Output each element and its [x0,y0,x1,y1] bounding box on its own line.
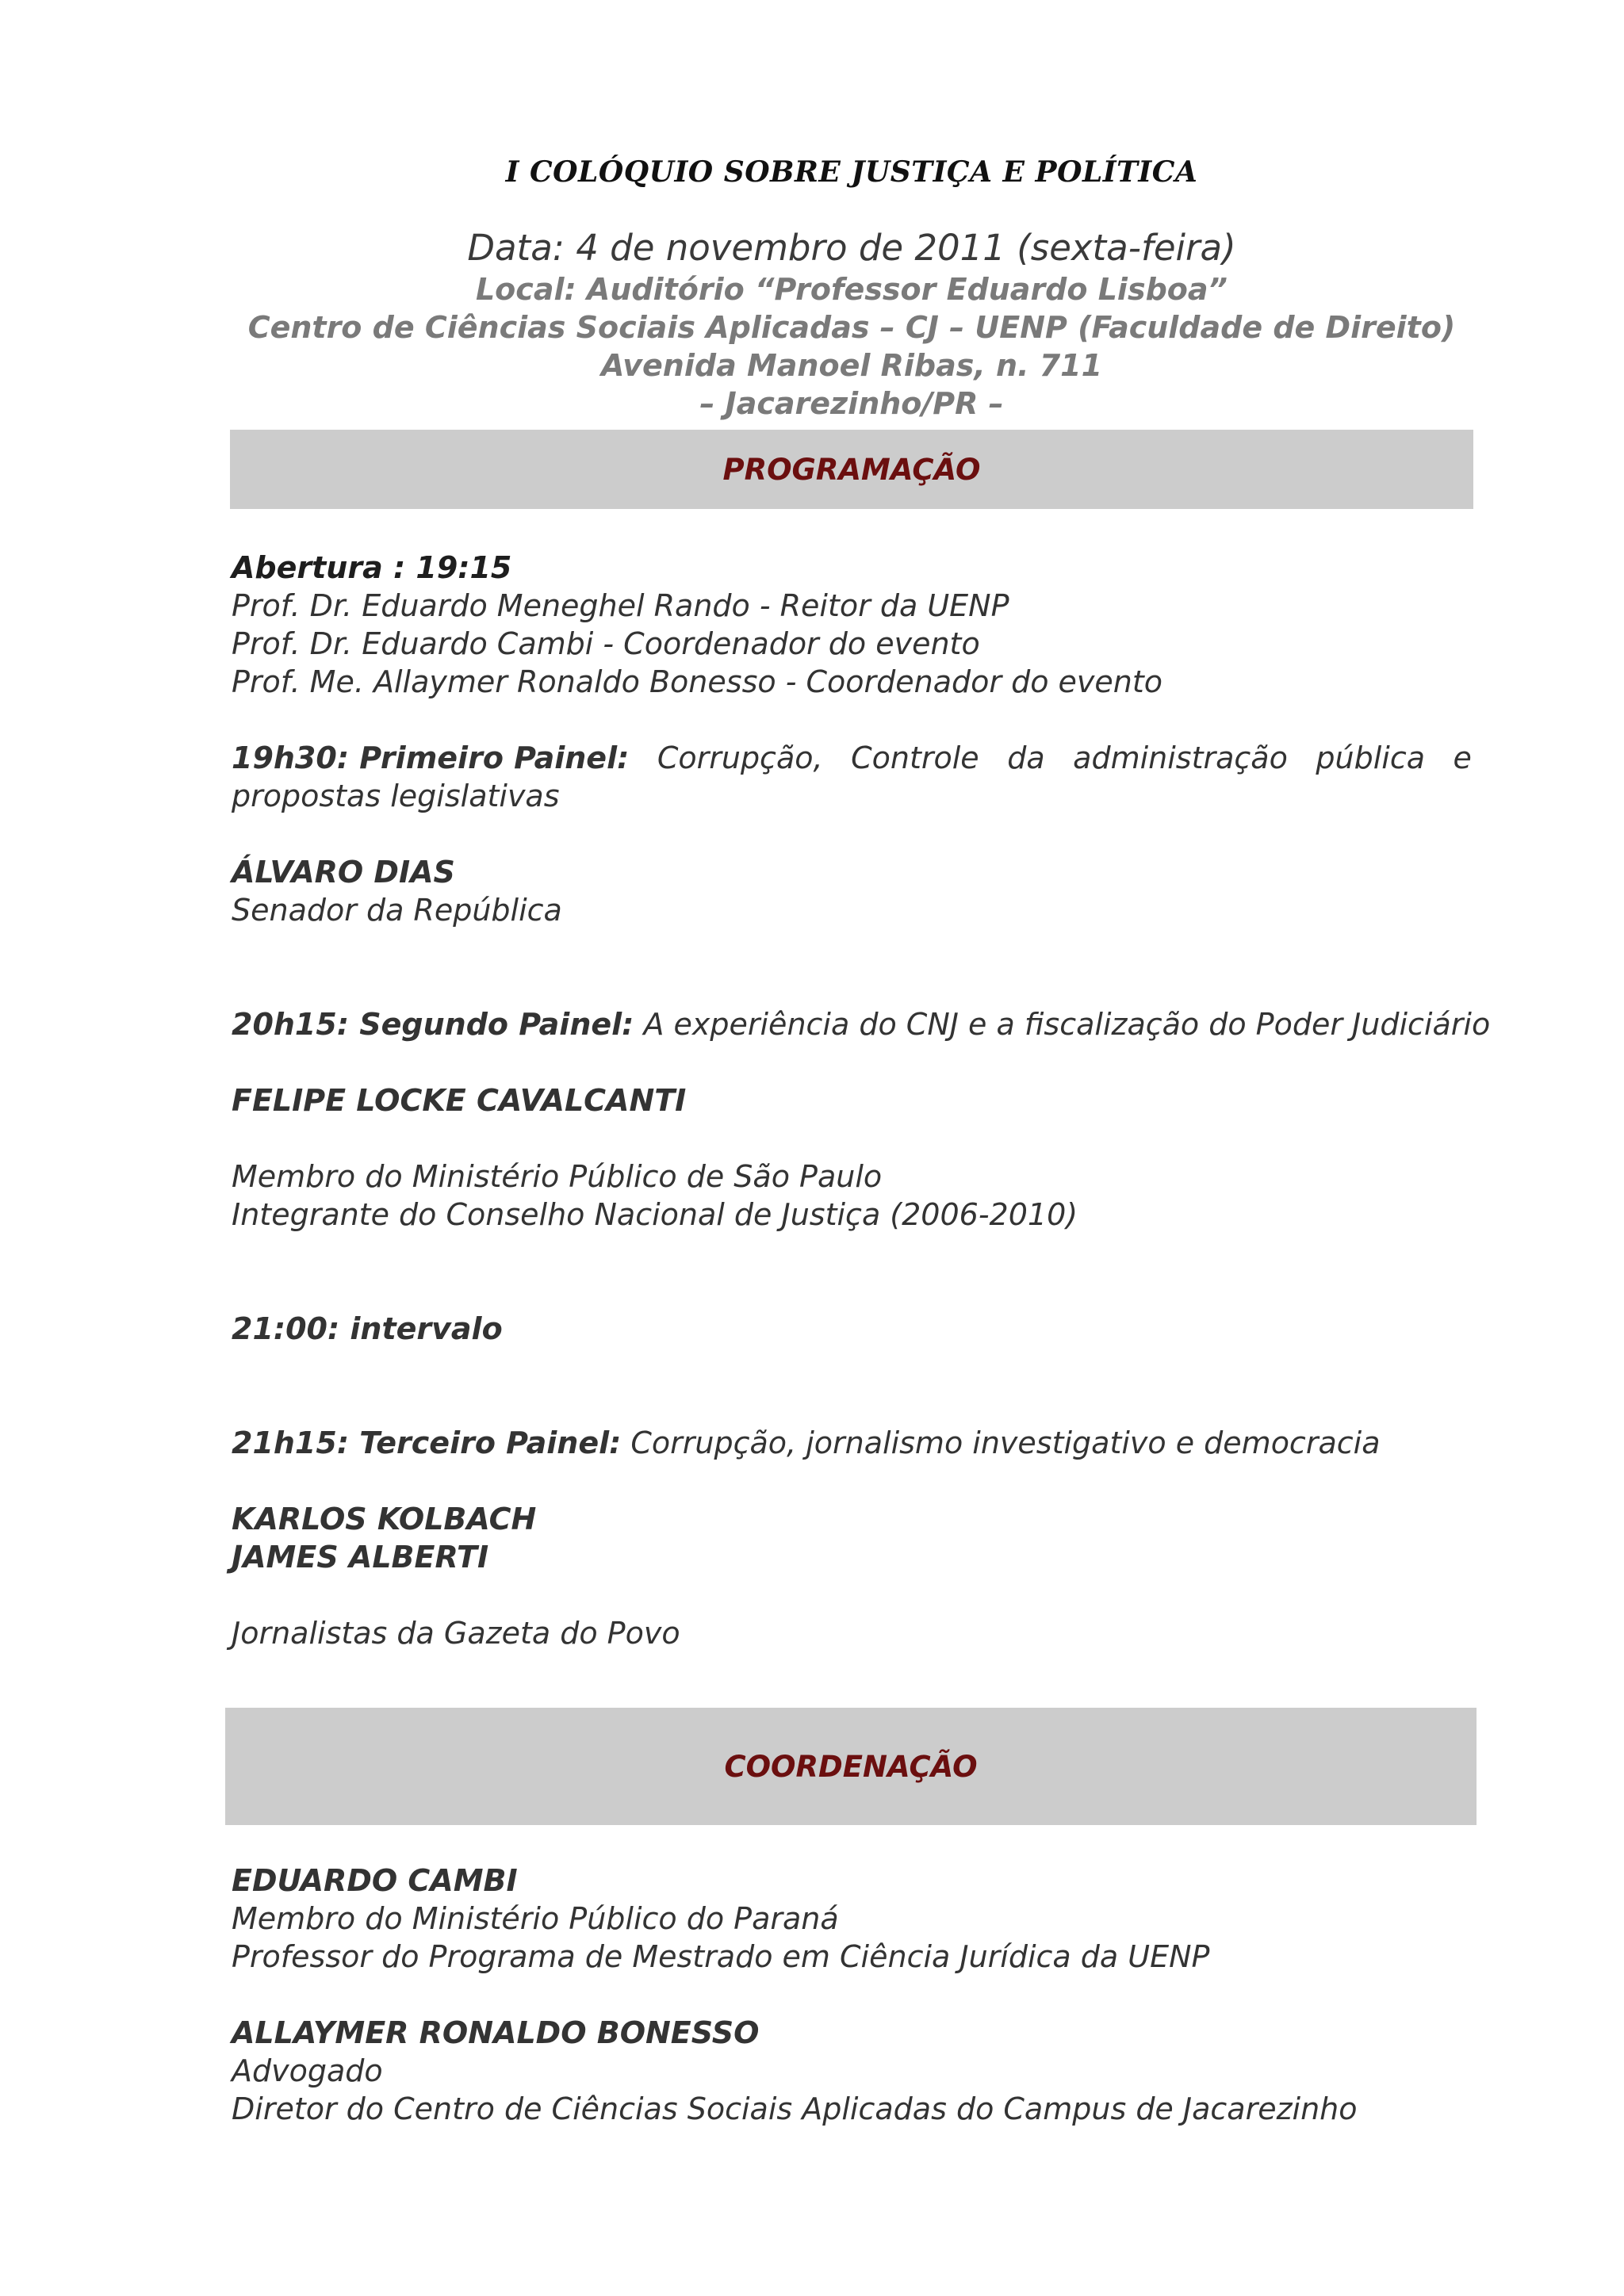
venue-address: Avenida Manoel Ribas, n. 711 [600,348,1103,383]
panel1-topic-word: Controle [851,740,979,775]
coordinator-name: EDUARDO CAMBI [232,1863,518,1898]
panel1-speaker: ÁLVARO DIAS [232,855,455,890]
panel1-topic-word: Corrupção, [657,740,823,775]
panel2-time-label: 20h15: Segundo Painel: [232,1007,634,1042]
programacao-section-header [230,430,1473,509]
panel1-title-line [232,740,1472,775]
panel1-speaker-role: Senador da República [232,893,562,928]
coordinator-name: ALLAYMER RONALDO BONESSO [232,2015,760,2050]
panel1-topic-continuation: propostas legislativas [232,779,560,813]
abertura-line: Prof. Dr. Eduardo Meneghel Rando - Reitor da UENP [232,588,1009,623]
panel3-title-line [232,1425,1380,1460]
panel3-speakers-role: Jornalistas da Gazeta do Povo [232,1616,680,1651]
panel3-time-label: 21h15: Terceiro Painel: [232,1425,622,1460]
venue-institution: Centro de Ciências Sociais Aplicadas – CJ – UENP (Faculdade de Direito) [247,310,1456,345]
panel1-topic-word: e [1453,740,1472,775]
abertura-line: Prof. Me. Allaymer Ronaldo Bonesso - Coordenador do evento [232,664,1163,699]
panel3-topic: Corrupção, jornalismo investigativo e democracia [621,1425,1381,1460]
event-title: I COLÓQUIO SOBRE JUSTIÇA E POLÍTICA [505,155,1198,189]
panel3-speaker: KARLOS KOLBACH [232,1502,537,1536]
panel1-time-label: 19h30: Primeiro Painel: [232,740,630,775]
coordinator-role: Diretor do Centro de Ciências Sociais Aplicadas do Campus de Jacarezinho [232,2091,1358,2126]
coordinator-role: Membro do Ministério Público do Paraná [232,1901,839,1936]
coordinator-role: Advogado [232,2053,383,2088]
panel1-topic-word: da [1007,740,1045,775]
panel2-speaker: FELIPE LOCKE CAVALCANTI [232,1083,687,1118]
panel2-speaker-role: Integrante do Conselho Nacional de Justiça (2006-2010) [232,1197,1078,1232]
panel1-topic-word: pública [1316,740,1425,775]
abertura-line: Prof. Dr. Eduardo Cambi - Coordenador do evento [232,626,980,661]
intervalo: 21:00: intervalo [232,1311,503,1346]
venue-location: Local: Auditório “Professor Eduardo Lisboa” [475,272,1228,307]
panel2-topic: A experiência do CNJ e a fiscalização do Poder Judiciário [634,1007,1491,1042]
programacao-label: PROGRAMAÇÃO [722,452,981,487]
panel3-speaker: JAMES ALBERTI [232,1540,489,1575]
event-date: Data: 4 de novembro de 2011 (sexta-feira) [467,227,1236,269]
coordenacao-label: COORDENAÇÃO [724,1749,978,1784]
panel2-title-line [232,1007,1490,1042]
coordenacao-section-header [225,1708,1477,1825]
abertura-heading: Abertura : 19:15 [232,550,512,585]
panel2-speaker-role: Membro do Ministério Público de São Paulo [232,1159,883,1194]
coordinator-role: Professor do Programa de Mestrado em Ciência Jurídica da UENP [232,1939,1210,1974]
panel1-topic-word: administração [1073,740,1288,775]
venue-city: – Jacarezinho/PR – [699,386,1004,421]
